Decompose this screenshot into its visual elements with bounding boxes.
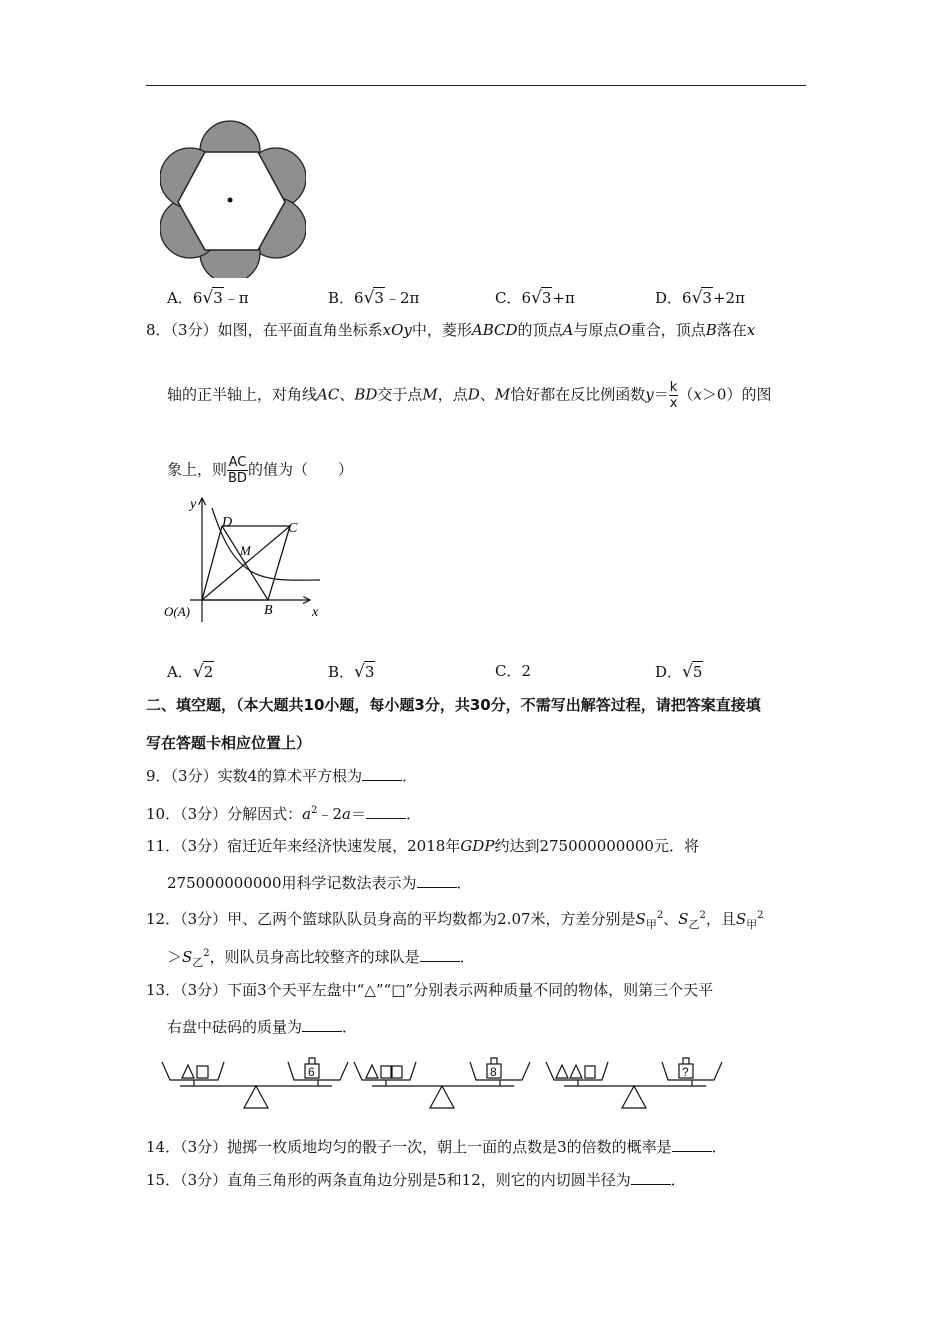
answer-blank[interactable]: [672, 1137, 712, 1152]
q8-option-a: A．√2: [167, 662, 214, 682]
q7-option-c: C．6√3+π: [495, 288, 575, 308]
fig-label-d: D: [222, 515, 233, 530]
weight-value-2: 8: [490, 1065, 497, 1079]
balance-1: [162, 1058, 348, 1108]
answer-blank[interactable]: [366, 804, 406, 819]
q15: 15．（3分）直角三角形的两条直角边分别是5和12，则它的内切圆半径为 ．: [146, 1171, 686, 1189]
fig-label-c: C: [288, 521, 298, 536]
section2-heading-line1: 二、填空题，（本大题共10小题，每小题3分，共30分，不需写出解答过程，请把答案直接填: [146, 696, 761, 714]
weight-value-3: ?: [682, 1065, 689, 1079]
section2-heading-line2: 写在答题卡相应位置上）: [146, 734, 312, 752]
answer-blank[interactable]: [631, 1170, 671, 1185]
q8-option-d: D．√5: [655, 662, 703, 682]
q8-rhombus-figure: [160, 490, 335, 630]
q8-line-3: 象上，则 $\frac{AC}{BD}$ 的值为（ ）: [167, 455, 353, 486]
q12-line-2: $>S_乙^2$，则队员身高比较整齐的球队是 ．: [167, 948, 475, 969]
q12-line-1: 12．（3分）甲、乙两个篮球队队员身高的平均数都为2.07米，方差分别是$S_甲^2$、$S_乙^2$，且$S_甲^2$: [146, 910, 764, 931]
fig-label-y: y: [190, 497, 197, 512]
q9: 9．（3分）实数4的算术平方根为 ．: [146, 767, 418, 785]
q13-balance-figures: [160, 1050, 735, 1120]
ac-over-bd-fraction: $\frac{AC}{BD}$: [228, 455, 247, 486]
fig-label-o: O(A): [164, 604, 190, 619]
answer-blank[interactable]: [420, 947, 460, 962]
answer-blank[interactable]: [302, 1017, 342, 1032]
fig-label-b: B: [264, 603, 273, 618]
q8-option-b: B．√3: [328, 662, 375, 682]
q8-option-c: C．2: [495, 662, 532, 680]
q13-line-1: 13．（3分）下面3个天平左盘中“△”“□”分别表示两种质量不同的物体，则第三个天平: [146, 981, 714, 999]
q11-line-2: 275000000000用科学记数法表示为 ．: [167, 874, 472, 892]
fig-label-x: x: [312, 605, 319, 620]
fig-label-m: M: [240, 543, 251, 558]
header-rule: [146, 85, 806, 86]
q7-option-a: A．6√3﹣π: [167, 288, 249, 308]
q7-flower-figure: [160, 118, 306, 278]
answer-blank[interactable]: [362, 766, 402, 781]
k-over-x-fraction: $\frac{k}{x}$: [669, 380, 678, 411]
answer-blank[interactable]: [417, 873, 457, 888]
q8-line-1: 8．（3分）如图，在平面直角坐标系xOy中，菱形ABCD的顶点A与原点O重合，顶点B落在x: [146, 321, 756, 339]
balance-3: [546, 1058, 722, 1108]
q14: 14．（3分）抛掷一枚质地均匀的骰子一次，朝上一面的点数是3的倍数的概率是 ．: [146, 1138, 727, 1156]
q7-option-b: B．6√3﹣2π: [328, 288, 420, 308]
q13-line-2: 右盘中砝码的质量为 ．: [167, 1018, 358, 1036]
balance-2: [354, 1058, 530, 1108]
q8-line-2: 轴的正半轴上，对角线AC、BD交于点M，点D、M恰好都在反比例函数y＝ $\frac{k}{x}$ （x＞0）的图: [167, 380, 772, 411]
q11-line-1: 11．（3分）宿迁近年来经济快速发展，2018年GDP约达到275000000000元．将: [146, 837, 699, 855]
q7-option-d: D．6√3+2π: [655, 288, 745, 308]
weight-value-1: 6: [308, 1065, 315, 1079]
q10: 10．（3分）分解因式：$a^2﹣2a=$ ．: [146, 805, 422, 823]
